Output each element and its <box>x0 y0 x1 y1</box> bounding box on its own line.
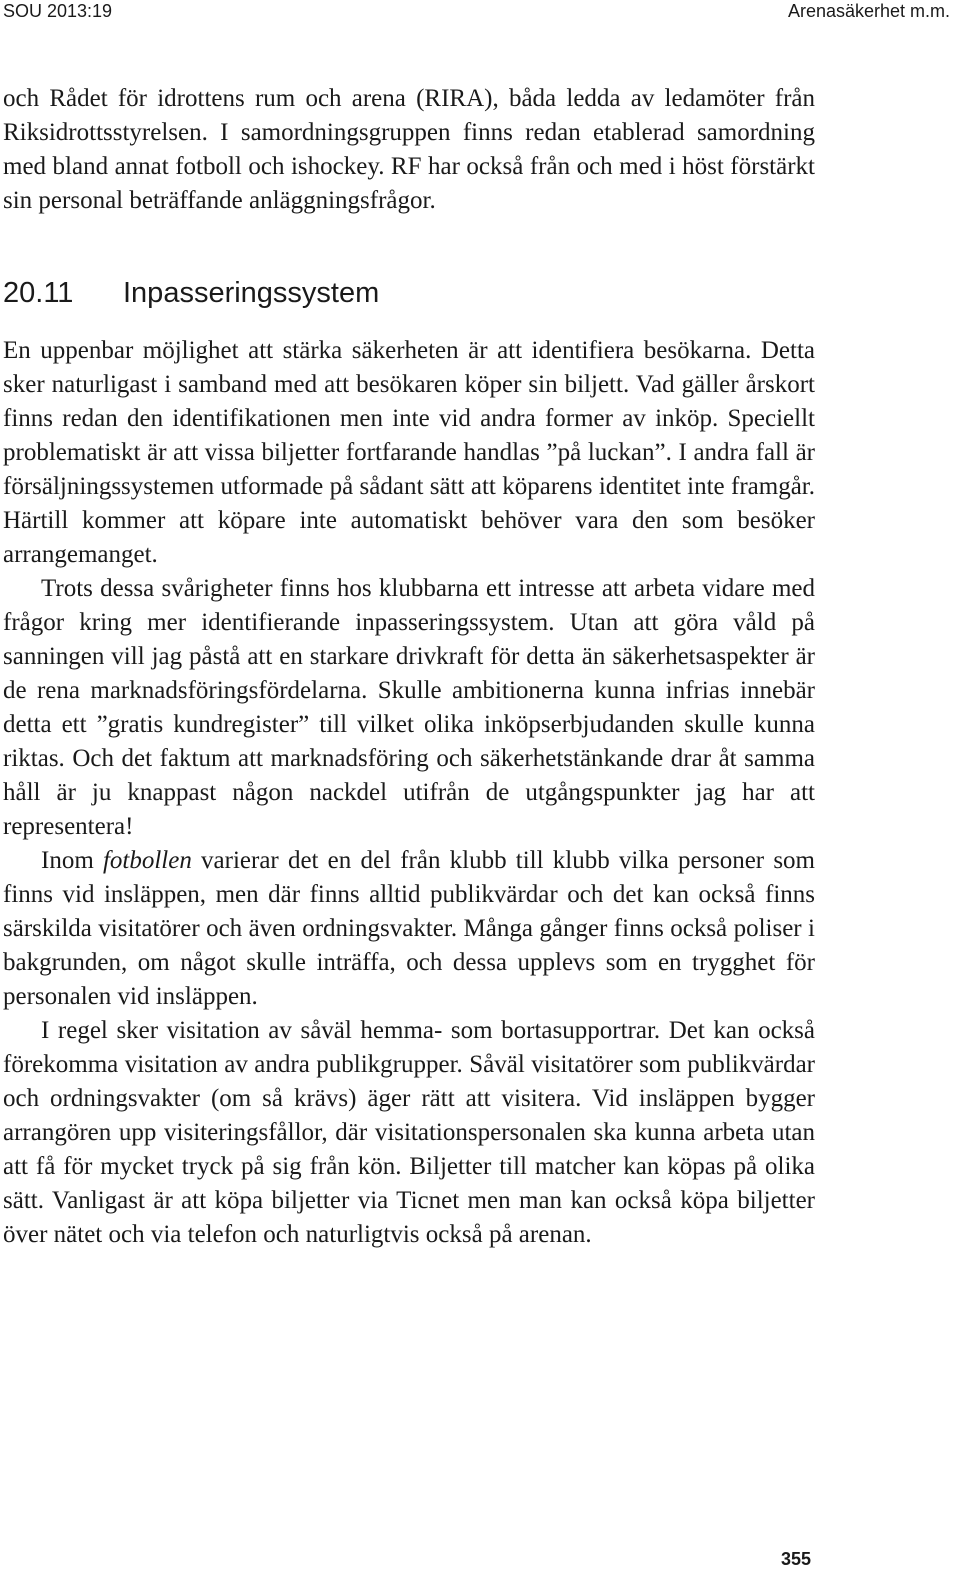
paragraph-football <box>3 844 815 1014</box>
section-number: 20.11 <box>3 277 74 309</box>
paragraph-football-rest: varierar det en del från klubb till klubb vilka personer som finns vid insläppen, men där finns alltid publikvärdar och det kan också finns särskilda visitatörer och även ordningsvakter. Många gånger finns också poliser i bakgrunden, om något skulle inträffa, och dessa upplevs som en trygghet för personalen vid insläppen. <box>3 847 815 1010</box>
running-header <box>0 0 960 22</box>
chapter-title: Arenasäkerhet m.m. <box>787 1 950 21</box>
paragraph-identification: En uppenbar möjlighet att stärka säkerheten är att identifiera besökarna. Detta sker naturligast i samband med att besökaren köper sin biljett. Vad gäller årskort finns redan den identifikationen men inte vid andra former av inköp. Speciellt problematiskt är att vissa biljetter fortfarande handlas ”på luckan”. I andra fall är försäljningssystemen utformade på sådant sätt att köparens identitet inte framgår. Härtill kommer att köpare inte automatiskt behöver vara den som besöker arrangemanget. <box>3 337 815 568</box>
page-number: 355 <box>781 1549 812 1569</box>
section-title: Inpasseringssystem <box>123 277 380 309</box>
paragraph-football-emphasis: fotbollen <box>102 847 192 874</box>
intro-paragraph: och Rådet för idrottens rum och arena (RIRA), båda ledda av ledamöter från Riksidrottsstyrelsen. I samordningsgruppen finns redan etablerad samordning med bland annat fotboll och ishockey. RF har också från och med i höst förstärkt sin personal beträffande anläggningsfrågor. <box>3 85 815 214</box>
page-body <box>3 82 815 1252</box>
report-reference: SOU 2013:19 <box>3 1 113 21</box>
paragraph-football-start: Inom <box>41 847 103 874</box>
paragraph-visitation: I regel sker visitation av såväl hemma- som bortasupportrar. Det kan också förekomma visitation av andra publikgrupper. Såväl visitatörer som publikvärdar och ordningsvakter (om så krävs) äger rätt att visitera. Vid insläppen bygger arrangören upp visiteringsfållor, där visitationspersonalen ska kunna arbeta utan att få för mycket tryck på sig från kön. Biljetter till matcher kan köpas på olika sätt. Vanligast är att köpa biljetter via Ticnet men man kan också köpa biljetter över nätet och via telefon och naturligtvis också på arenan. <box>3 1017 815 1248</box>
section-heading <box>3 273 815 313</box>
paragraph-difficulties: Trots dessa svårigheter finns hos klubbarna ett intresse att arbeta vidare med frågor kring mer identifierande inpasseringssystem. Utan att göra våld på sanningen vill jag påstå att en starkare drivkraft för detta än säkerhetsaspekter är de rena marknadsföringsfördelarna. Skulle ambitionerna kunna infrias innebär detta ett ”gratis kundregister” till vilket olika inköpserbjudanden skulle kunna riktas. Och det faktum att marknadsföring och säkerhetstänkande drar åt samma håll är ju knappast någon nackdel utifrån de utgångspunkter jag har att representera! <box>3 575 815 840</box>
